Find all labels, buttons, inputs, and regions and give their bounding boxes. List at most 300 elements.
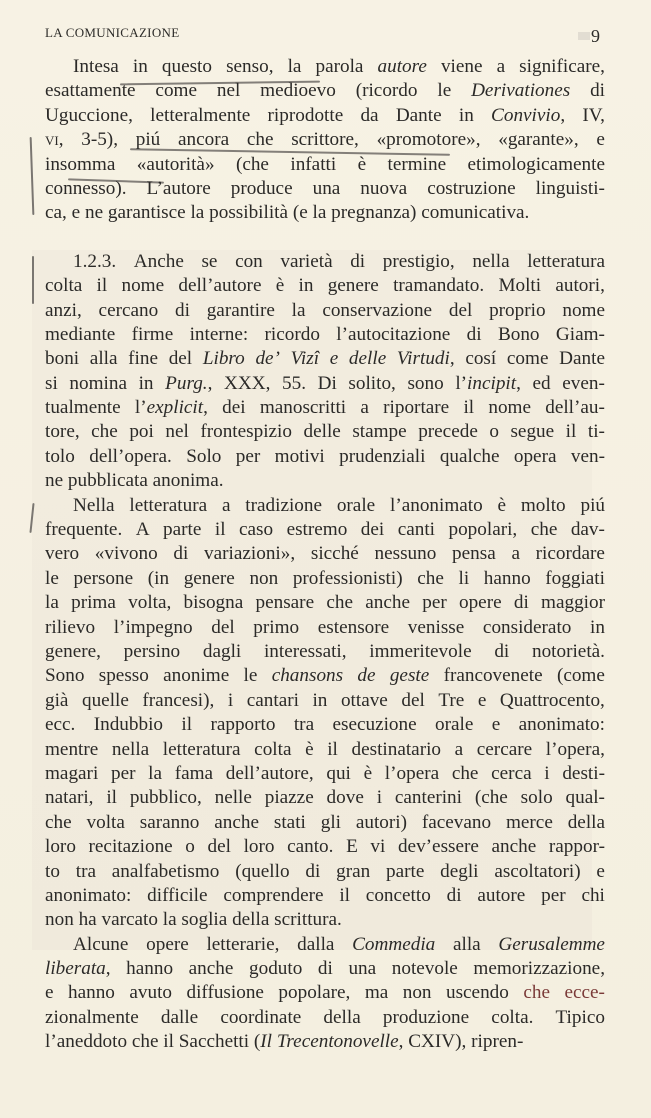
word: in <box>312 689 328 711</box>
word: opera <box>513 445 557 467</box>
paragraph <box>45 55 605 226</box>
word: chansons <box>271 665 344 687</box>
word: Virtudi, <box>396 348 455 370</box>
word: canterini <box>394 787 462 809</box>
text-line <box>45 738 605 762</box>
text-line <box>45 884 605 908</box>
text-line <box>45 713 605 737</box>
word: fine <box>128 348 159 370</box>
word: (che <box>235 153 269 175</box>
word: l’incipit, <box>455 372 521 394</box>
word: soglia <box>181 909 228 931</box>
word: ed <box>532 372 551 394</box>
word: alla <box>89 348 118 370</box>
word: il <box>463 397 475 419</box>
word: del <box>207 836 231 858</box>
word: dell’autore, <box>225 762 314 784</box>
word: caso <box>239 519 274 541</box>
word: E <box>346 836 358 858</box>
word: dove <box>326 787 364 809</box>
text-line <box>45 835 605 859</box>
word: merce <box>505 811 553 833</box>
word: destinatario <box>351 738 442 760</box>
word: letteralmente <box>150 104 251 126</box>
word: persone <box>73 567 134 589</box>
word: la <box>291 299 306 321</box>
word: ancora <box>177 129 230 151</box>
word: connesso). <box>45 177 127 199</box>
word: francovenete <box>443 665 543 687</box>
text-line <box>45 518 605 542</box>
word: non <box>45 909 74 931</box>
word: nessuno <box>374 543 437 565</box>
word: l’anonimato <box>390 494 483 516</box>
word: qui <box>326 762 351 784</box>
word: la <box>148 762 163 784</box>
word: il <box>339 884 350 906</box>
word: e <box>491 714 501 736</box>
word: comunicativa. <box>421 202 530 224</box>
word: interne: <box>189 323 249 345</box>
word: qualche <box>439 445 500 467</box>
word: garantire <box>206 299 275 321</box>
word: dalle <box>160 1006 199 1028</box>
word: di <box>174 299 190 321</box>
word: che <box>326 592 353 614</box>
word: desti- <box>562 762 605 784</box>
word: professionisti) <box>292 567 403 589</box>
word: l’opera, <box>545 738 605 760</box>
word: della <box>323 1006 361 1028</box>
text-line <box>45 689 605 713</box>
text-line <box>45 201 605 225</box>
word: Quattrocento, <box>499 689 605 711</box>
word: goduto <box>249 958 303 980</box>
word: to <box>45 860 60 882</box>
word: notorietà. <box>531 640 605 662</box>
word: pensa <box>452 543 496 565</box>
word: in <box>458 104 474 126</box>
word: alla <box>452 933 481 955</box>
word: di <box>173 543 189 565</box>
word: esecuzione <box>332 714 417 736</box>
word: canto. <box>287 836 334 858</box>
word: interessati, <box>263 640 347 662</box>
word: infatti <box>290 153 337 175</box>
word: diffusione <box>186 982 264 1004</box>
word: delle <box>348 348 387 370</box>
word: conservazione <box>322 299 433 321</box>
word: di <box>305 860 321 882</box>
word: Bono <box>497 323 540 345</box>
word: Commedia <box>352 933 436 955</box>
word: Nella <box>73 494 115 516</box>
word: è <box>497 494 507 516</box>
word: tra <box>75 860 96 882</box>
word: poi <box>129 421 154 443</box>
word: del <box>168 348 193 370</box>
word: gli <box>320 811 341 833</box>
word: in <box>132 56 148 77</box>
word: Derivationes <box>471 80 571 102</box>
word: e <box>477 689 487 711</box>
word: nome <box>562 299 605 321</box>
word: nel <box>216 80 241 102</box>
word: «vivono <box>94 543 158 565</box>
word: pubblicata <box>67 470 148 492</box>
page-number: 9 <box>591 26 600 46</box>
word: nome <box>121 275 165 297</box>
text-line <box>45 104 605 128</box>
word: si <box>45 372 58 394</box>
word: ricordo <box>264 323 320 345</box>
word: maggior <box>541 592 605 614</box>
word: scrittore, <box>291 129 359 151</box>
word: cercare <box>476 738 533 760</box>
word: prestigio, <box>382 250 455 272</box>
word: mediante <box>45 323 116 345</box>
word: tualmente <box>45 397 121 419</box>
word: il <box>327 738 338 760</box>
text-line <box>45 445 605 469</box>
word: la <box>287 56 302 77</box>
word: loro <box>45 836 76 858</box>
word: l’impegno <box>113 616 193 638</box>
word: piú <box>135 129 161 151</box>
word: le <box>243 665 258 687</box>
word: Anche <box>133 250 184 272</box>
word: magari <box>45 762 99 784</box>
word: XXX, <box>224 372 271 394</box>
word: cosí <box>465 348 497 370</box>
word: di <box>317 958 333 980</box>
word: senso, <box>226 56 274 77</box>
word: ascoltatori) <box>494 860 581 882</box>
word: facevano <box>421 811 492 833</box>
word: sono <box>407 372 444 394</box>
word: anonimato: <box>45 884 132 906</box>
word: nel <box>165 421 189 443</box>
word: è <box>357 153 367 175</box>
word: a <box>360 397 369 419</box>
word: se <box>201 250 218 272</box>
word: letteratura <box>162 738 241 760</box>
word: linguisti- <box>535 177 605 199</box>
word: estensore <box>317 616 390 638</box>
word: è <box>305 738 314 760</box>
word: le <box>45 567 59 589</box>
word: nuova <box>360 177 408 199</box>
word: varcato <box>101 909 158 931</box>
word: ha <box>78 909 97 931</box>
word: spesso <box>98 665 149 687</box>
word: analfabetismo <box>111 860 220 882</box>
word: che <box>45 811 72 833</box>
word: ottave <box>340 689 388 711</box>
word: L’autore <box>146 177 211 199</box>
word: Trecentonovelle, <box>276 1031 404 1053</box>
word: i <box>376 787 383 809</box>
word: Convivio, <box>491 104 566 126</box>
word: che <box>523 982 550 1004</box>
text-line <box>45 933 605 957</box>
word: bisogna <box>183 592 244 614</box>
word: rapporto <box>210 714 276 736</box>
word: autore <box>377 56 427 77</box>
word: saranno <box>139 811 200 833</box>
word: 3-5), <box>81 129 118 151</box>
word: Uguccione, <box>45 104 133 126</box>
pencil-margin-line <box>30 137 35 215</box>
word: parte <box>163 519 202 541</box>
word: le <box>437 80 452 102</box>
word: dell’autore <box>178 275 262 297</box>
word: genere <box>183 567 235 589</box>
word: Giam- <box>555 323 605 345</box>
word: considerato <box>482 616 572 638</box>
word: dell’au- <box>545 397 605 419</box>
word: che <box>91 421 118 443</box>
word: l’explicit, <box>134 397 208 419</box>
word: volta, <box>128 592 172 614</box>
word: è <box>275 275 285 297</box>
word: memorizzazione, <box>473 958 605 980</box>
word: la <box>312 202 327 224</box>
word: il <box>214 519 226 541</box>
word: degli <box>440 860 479 882</box>
word: piú <box>580 494 605 516</box>
word: Tre <box>438 689 465 711</box>
word: ricordare <box>535 543 605 565</box>
word: li <box>458 567 470 589</box>
text-line <box>45 274 605 298</box>
word: ecc. <box>45 714 76 736</box>
word: comprendere <box>223 884 324 906</box>
text-line <box>45 567 605 591</box>
word: genere <box>327 275 379 297</box>
word: difficile <box>147 884 208 906</box>
word: per <box>422 592 447 614</box>
word: di <box>466 323 482 345</box>
word: a <box>496 56 506 77</box>
word: nome <box>488 397 531 419</box>
word: etimologicamente <box>467 153 605 175</box>
word: della <box>232 909 270 931</box>
word: il <box>565 421 577 443</box>
word: hanno <box>126 958 174 980</box>
word: solo <box>520 787 553 809</box>
text-line <box>45 494 605 518</box>
word: anche <box>491 836 537 858</box>
pencil-margin-line <box>32 256 34 304</box>
word: Gerusalemme <box>498 933 605 955</box>
word: de <box>357 665 376 687</box>
word: possibilità <box>209 202 289 224</box>
text-line <box>45 1006 605 1030</box>
word: pregnanza) <box>331 202 417 224</box>
word: che <box>246 129 274 151</box>
word: loro <box>243 836 275 858</box>
word: già <box>45 689 69 711</box>
text-line <box>45 128 605 152</box>
word: l’autocitazione <box>336 323 451 345</box>
word: «autorità» <box>136 153 215 175</box>
word: Alcune <box>73 933 129 955</box>
word: letteratura <box>527 250 605 272</box>
word: tramandato. <box>393 275 485 297</box>
word: natari, <box>45 787 94 809</box>
word: e <box>596 860 605 882</box>
text-line <box>45 79 605 103</box>
word: esattamente <box>45 80 136 102</box>
word: estremo <box>286 519 348 541</box>
word: che <box>417 567 444 589</box>
word: per <box>110 762 136 784</box>
word: immeritevole <box>369 640 472 662</box>
word: questo <box>161 56 212 77</box>
word: hanno <box>483 567 531 589</box>
word: o <box>489 421 499 443</box>
body-text <box>45 55 605 1055</box>
word: piazze <box>264 787 314 809</box>
word: produzione <box>382 1006 470 1028</box>
text-line <box>45 396 605 420</box>
word: ripren- <box>471 1031 524 1053</box>
word: del <box>401 689 425 711</box>
word: che <box>530 519 558 541</box>
word: una <box>348 958 377 980</box>
word: delle <box>303 421 341 443</box>
word: che <box>131 1031 159 1053</box>
word: rappor- <box>548 836 605 858</box>
word: a <box>454 738 464 760</box>
word: tra <box>293 714 315 736</box>
word: cerca <box>491 762 532 784</box>
word: coordinate <box>220 1006 302 1028</box>
text-line <box>45 177 605 201</box>
word: autori) <box>355 811 407 833</box>
word: di <box>446 884 462 906</box>
word: Sono <box>45 665 85 687</box>
word: firme <box>131 323 174 345</box>
word: la <box>162 909 177 931</box>
word: riprodotte <box>267 104 344 126</box>
word: mentre <box>45 738 99 760</box>
word: di <box>590 80 605 102</box>
word: CXIV), <box>408 1031 467 1053</box>
word: Vizî <box>290 348 320 370</box>
word: ma <box>364 982 389 1004</box>
word: tore, <box>45 421 80 443</box>
word: il <box>181 714 193 736</box>
word: non <box>402 982 432 1004</box>
word: di <box>494 640 510 662</box>
word: viene <box>440 56 483 77</box>
word: del <box>448 299 473 321</box>
word: con <box>235 250 263 272</box>
text-line <box>45 323 605 347</box>
word: Dante <box>559 348 605 370</box>
word: (che <box>474 787 508 809</box>
word: parola <box>315 56 364 77</box>
word: primo <box>253 616 300 638</box>
word: costruzione <box>427 177 516 199</box>
word: dell’opera. <box>89 445 172 467</box>
text-line <box>45 542 605 566</box>
text-line <box>45 762 605 786</box>
word: Indubbio <box>93 714 164 736</box>
word: vi, <box>45 129 64 151</box>
word: nelle <box>214 787 252 809</box>
word: il <box>96 275 108 297</box>
word: even- <box>562 372 605 394</box>
word: hanno <box>68 982 115 1004</box>
word: popolari, <box>448 519 518 541</box>
word: notevole <box>391 958 458 980</box>
word: manoscritti <box>259 397 347 419</box>
word: canti <box>397 519 436 541</box>
text-line <box>45 250 605 274</box>
word: letterarie, <box>206 933 280 955</box>
word: prima <box>71 592 116 614</box>
word: dagli <box>202 640 242 662</box>
word: anche <box>188 958 234 980</box>
word: segue <box>510 421 555 443</box>
word: (e <box>292 202 308 224</box>
word: e <box>45 982 54 1004</box>
word: in <box>138 372 154 394</box>
word: vero <box>45 543 80 565</box>
word: Purg., <box>165 372 213 394</box>
word: anzi, <box>45 299 82 321</box>
paragraph <box>45 494 605 933</box>
text-line <box>45 640 605 664</box>
word: (quello <box>235 860 290 882</box>
word: Libro <box>202 348 245 370</box>
word: dev’essere <box>397 836 479 858</box>
word: recitazione <box>88 836 173 858</box>
word: come <box>506 348 549 370</box>
word: la <box>190 202 205 224</box>
word: opere <box>458 592 502 614</box>
word: come <box>155 80 197 102</box>
text-line <box>45 55 605 79</box>
text-line <box>45 153 605 177</box>
word: è <box>363 762 373 784</box>
word: fama <box>174 762 214 784</box>
word: A <box>135 519 150 541</box>
word: IV, <box>582 104 605 126</box>
word: pensare <box>255 592 315 614</box>
word: precede <box>418 421 478 443</box>
text-line <box>45 372 605 396</box>
word: orale <box>336 494 376 516</box>
word: persino <box>123 640 181 662</box>
word: per <box>235 445 261 467</box>
word: tolo <box>45 445 75 467</box>
text-line <box>45 591 605 615</box>
word: per <box>541 884 566 906</box>
word: Di <box>317 372 337 394</box>
word: 1.2.3. <box>73 250 117 272</box>
word: scrittura. <box>274 909 342 931</box>
word: concetto <box>365 884 431 906</box>
word: l’aneddoto <box>45 1031 128 1053</box>
word: chi <box>581 884 605 906</box>
word: rilievo <box>45 616 96 638</box>
word: dav- <box>570 519 605 541</box>
word: di <box>513 592 529 614</box>
